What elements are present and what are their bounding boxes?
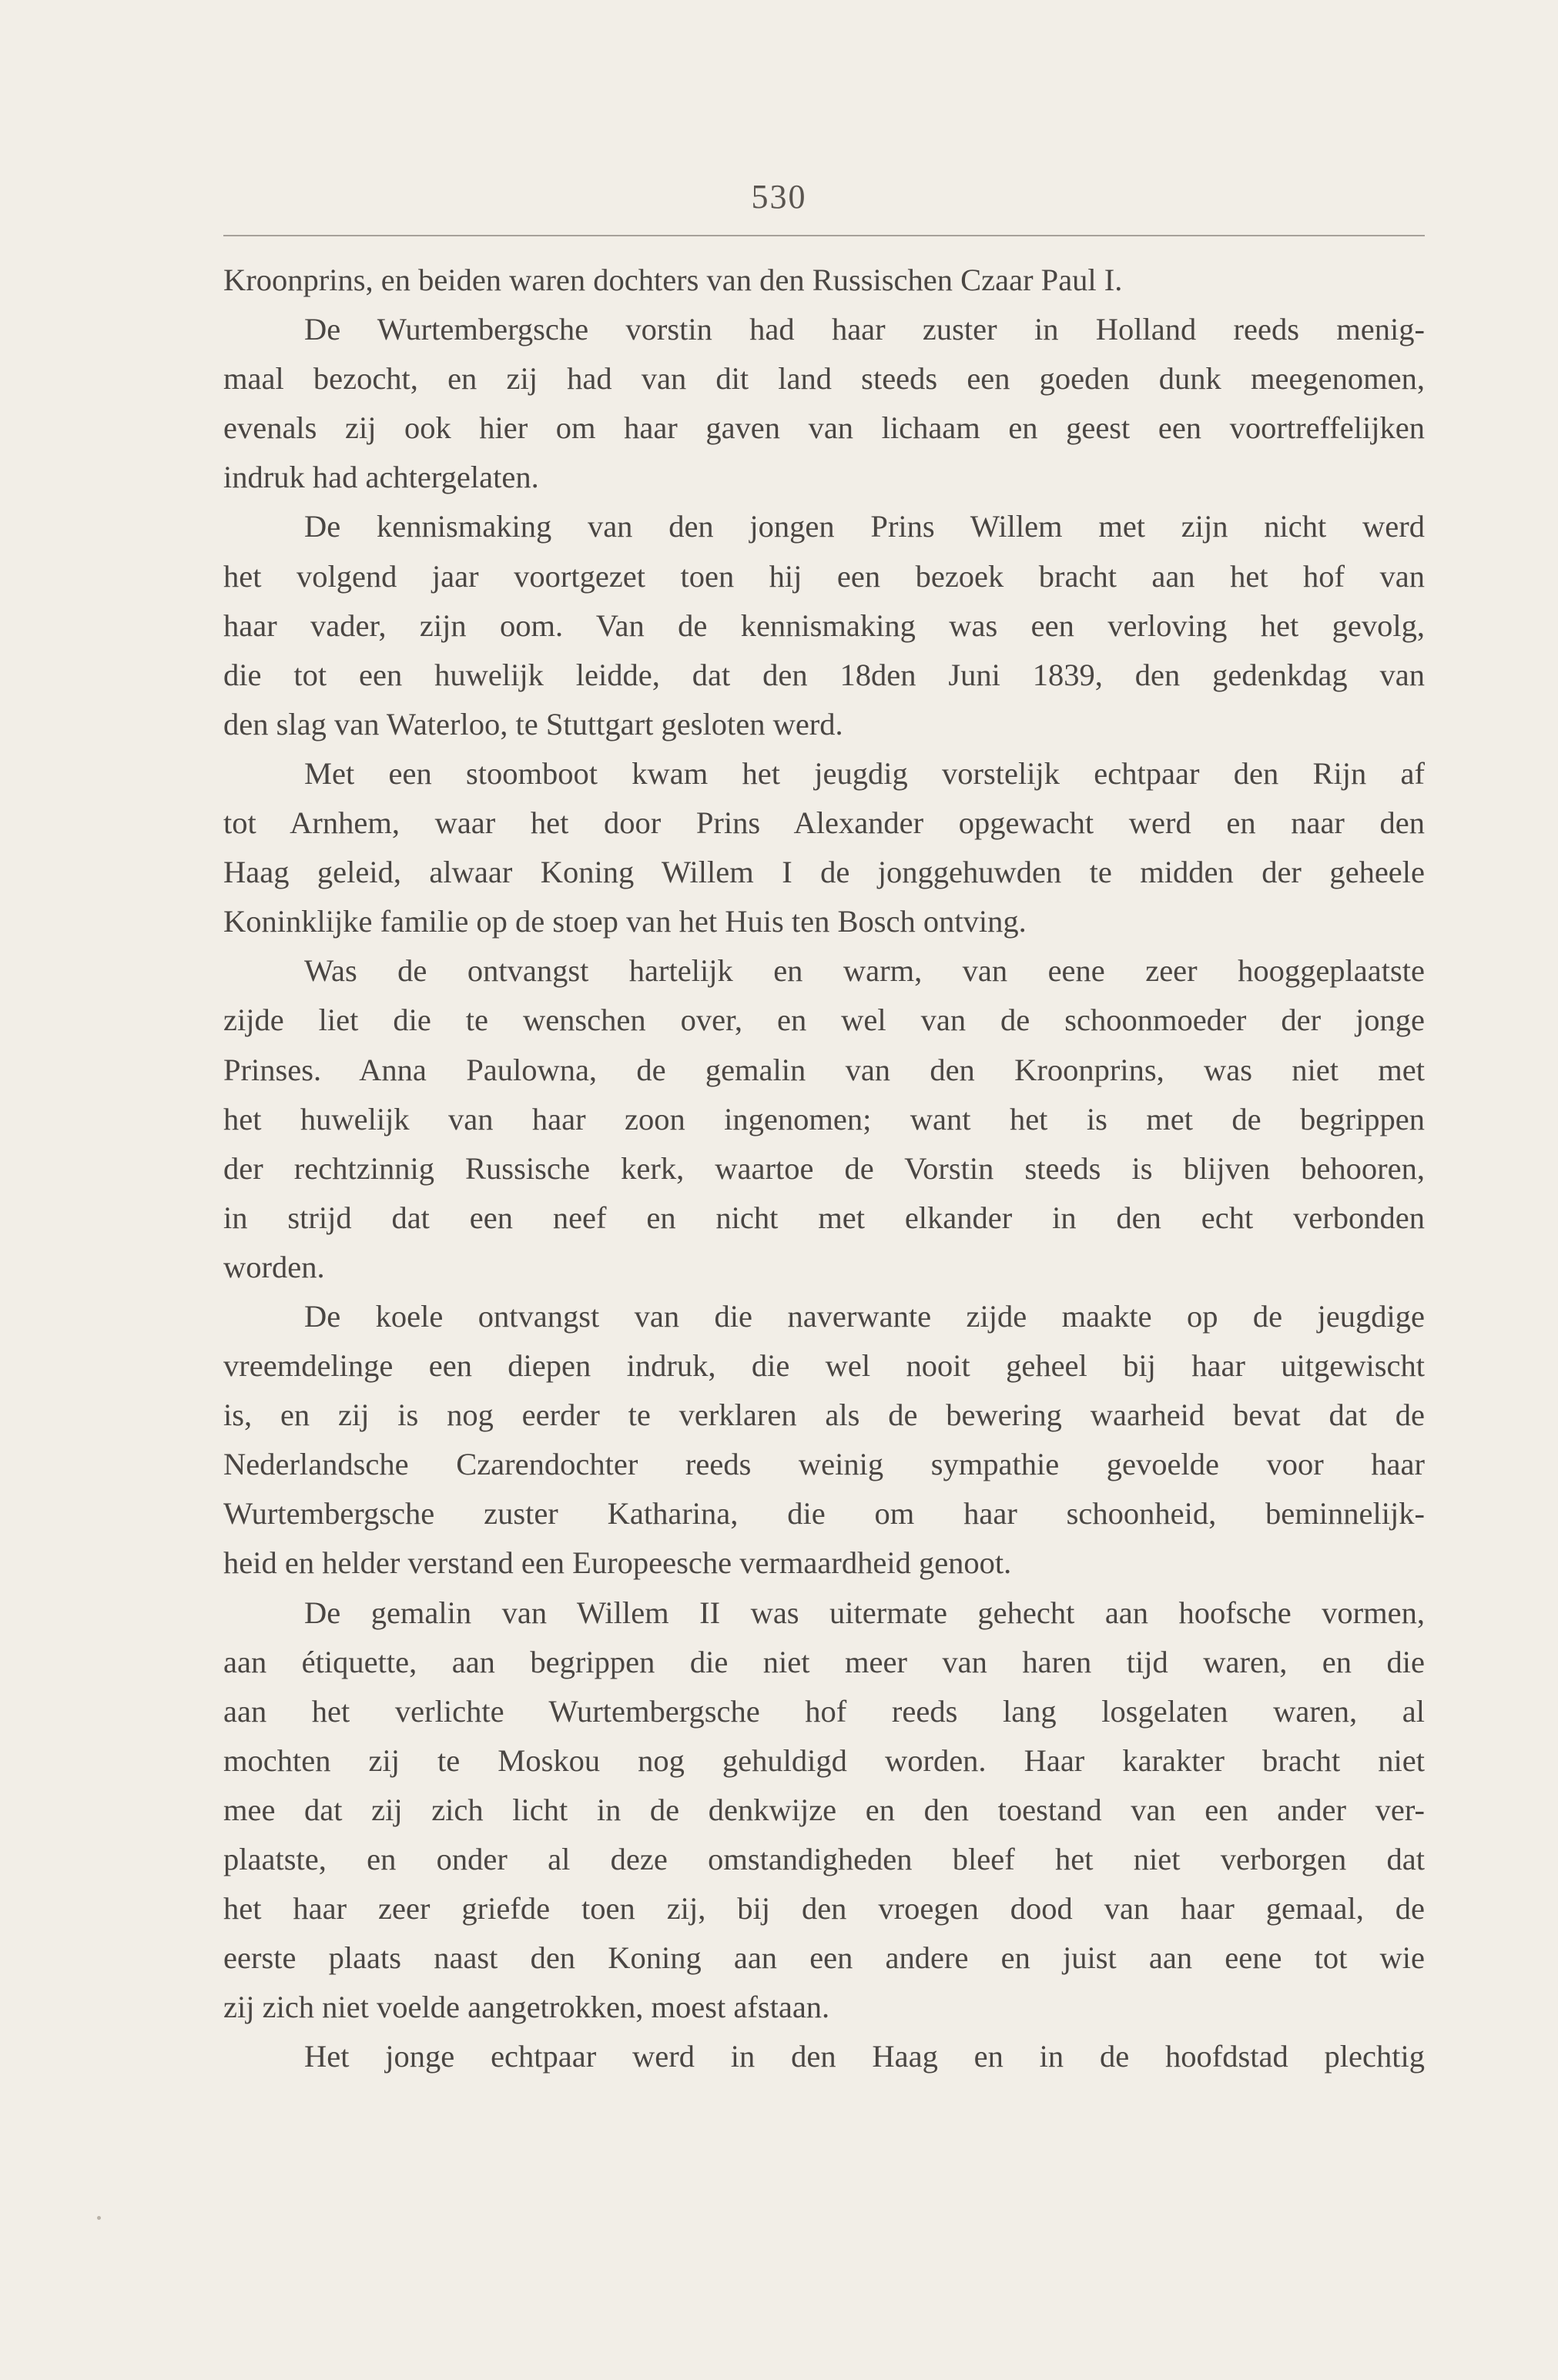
text-line: aan het verlichte Wurtembergsche hof reeds lang losgelaten waren, al bbox=[223, 1693, 1425, 1729]
paragraph bbox=[223, 749, 1425, 946]
paragraph bbox=[223, 2032, 1425, 2081]
paragraph bbox=[223, 502, 1425, 748]
text-line: zijde liet die te wenschen over, en wel van de schoonmoeder der jonge bbox=[223, 1003, 1425, 1038]
text-line: Nederlandsche Czarendochter reeds weinig sympathie gevoelde voor haar bbox=[223, 1447, 1425, 1482]
body-text bbox=[223, 256, 1425, 2081]
text-line: het haar zeer griefde toen zij, bij den vroegen dood van haar gemaal, de bbox=[223, 1891, 1425, 1926]
text-line: der rechtzinnig Russische kerk, waartoe de Vorstin steeds is blijven behooren, bbox=[223, 1150, 1425, 1186]
text-line: Haag geleid, alwaar Koning Willem I de jonggehuwden te midden der geheele bbox=[223, 855, 1425, 890]
text-line: De gemalin van Willem II was uitermate gehecht aan hoofsche vormen, bbox=[304, 1595, 1425, 1630]
text-line: aan étiquette, aan begrippen die niet meer van haren tijd waren, en die bbox=[223, 1644, 1425, 1679]
paper-speck bbox=[97, 2216, 101, 2220]
text-line: De Wurtembergsche vorstin had haar zuster in Holland reeds menig- bbox=[304, 312, 1425, 347]
text-line: zij zich niet voelde aangetrokken, moest afstaan. bbox=[223, 1990, 830, 2025]
text-line: plaatste, en onder al deze omstandigheden bleef het niet verborgen dat bbox=[223, 1842, 1425, 1876]
text-line: Met een stoomboot kwam het jeugdig vorstelijk echtpaar den Rijn af bbox=[304, 755, 1425, 791]
paragraph bbox=[223, 946, 1425, 1292]
text-line: De kennismaking van den jongen Prins Willem met zijn nicht werd bbox=[304, 509, 1425, 544]
text-line: is, en zij is nog eerder te verklaren als de bewering waarheid bevat dat de bbox=[223, 1398, 1425, 1433]
text-line: mochten zij te Moskou nog gehuldigd worden. Haar karakter bracht niet bbox=[223, 1742, 1425, 1778]
text-line: het huwelijk van haar zoon ingenomen; want het is met de begrippen bbox=[223, 1101, 1425, 1136]
text-line: Wurtembergsche zuster Katharina, die om haar schoonheid, beminnelijk- bbox=[223, 1496, 1425, 1531]
paragraph bbox=[223, 1292, 1425, 1588]
page-number: 530 bbox=[751, 178, 807, 216]
text-line: Het jonge echtpaar werd in den Haag en in de hoofdstad plechtig bbox=[304, 2039, 1425, 2074]
text-line: den slag van Waterloo, te Stuttgart gesloten werd. bbox=[223, 706, 843, 741]
text-line: maal bezocht, en zij had van dit land steeds een goeden dunk meegenomen, bbox=[223, 361, 1425, 397]
paragraph bbox=[223, 305, 1425, 502]
text-line: heid en helder verstand een Europeesche vermaardheid genoot. bbox=[223, 1545, 1012, 1581]
text-line: Koninklijke familie op de stoep van het Huis ten Bosch ontving. bbox=[223, 904, 1027, 939]
wavy-rule bbox=[223, 231, 1425, 240]
text-line: tot Arnhem, waar het door Prins Alexander opgewacht werd en naar den bbox=[223, 805, 1425, 841]
text-line: in strijd dat een neef en nicht met elkander in den echt verbonden bbox=[223, 1200, 1425, 1235]
text-line: het volgend jaar voortgezet toen hij een bezoek bracht aan het hof van bbox=[223, 558, 1425, 594]
paragraph bbox=[223, 1588, 1425, 2033]
text-line: worden. bbox=[223, 1249, 325, 1284]
text-line: die tot een huwelijk leidde, dat den 18den Juni 1839, den gedenkdag van bbox=[223, 657, 1425, 692]
text-line: mee dat zij zich licht in de denkwijze en den toestand van een ander ver- bbox=[223, 1792, 1425, 1827]
text-line: eerste plaats naast den Koning aan een andere en juist aan eene tot wie bbox=[223, 1940, 1425, 1976]
text-line: vreemdelinge een diepen indruk, die wel nooit geheel bij haar uitgewischt bbox=[223, 1348, 1425, 1384]
paragraph bbox=[223, 256, 1425, 305]
text-line: Was de ontvangst hartelijk en warm, van eene zeer hooggeplaatste bbox=[304, 953, 1425, 989]
text-line: evenals zij ook hier om haar gaven van lichaam en geest een voortreffelijken bbox=[223, 410, 1425, 446]
text-line: indruk had achtergelaten. bbox=[223, 460, 539, 495]
text-line: haar vader, zijn oom. Van de kennismaking was een verloving het gevolg, bbox=[223, 608, 1425, 643]
text-line: Prinses. Anna Paulowna, de gemalin van den Kroonprins, was niet met bbox=[223, 1052, 1425, 1087]
text-line: De koele ontvangst van die naverwante zijde maakte op de jeugdige bbox=[304, 1298, 1425, 1334]
text-line: Kroonprins, en beiden waren dochters van den Russischen Czaar Paul I. bbox=[223, 263, 1123, 297]
